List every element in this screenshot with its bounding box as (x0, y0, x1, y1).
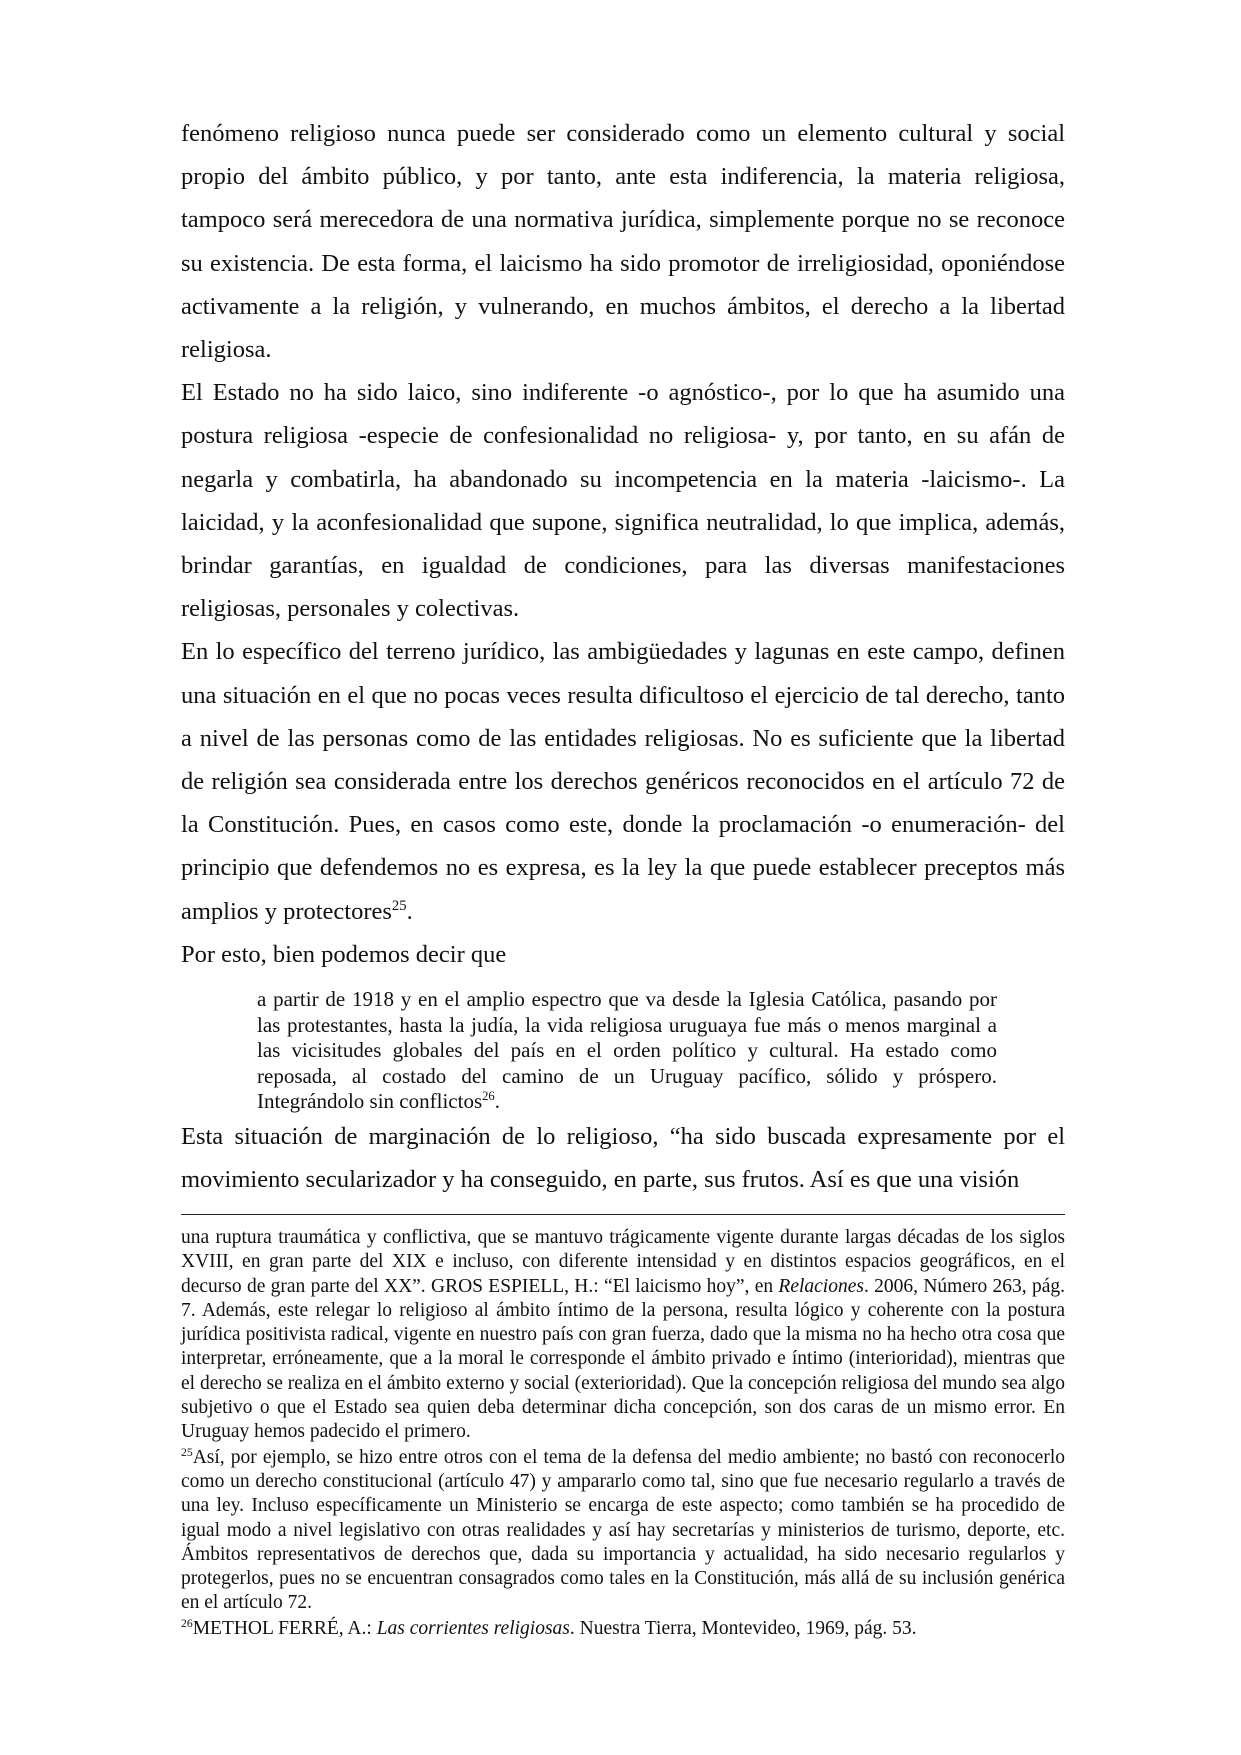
footnote-26 (181, 1617, 1065, 1641)
footnote-ref-26[interactable]: 26 (482, 1089, 495, 1104)
footnote-continued-italic: Relaciones (778, 1275, 864, 1297)
footnote-26-title: Las corrientes religiosas (376, 1617, 570, 1639)
footnote-26-number: 26 (181, 1616, 193, 1630)
paragraph-1-text: fenómeno religioso nunca puede ser considerado como un elemento cultural y social propio del ámbito público, y por tanto, ante esta indiferencia, la materia religiosa, tampoco será merecedora de una normativa jurídica, simplemente porque no se reconoce su existencia. De esta forma, el laicismo ha sido promotor de irreligiosidad, oponiéndose activamente a la religión, y vulnerando, en muchos ámbitos, el derecho a la libertad religiosa. (181, 120, 1065, 364)
paragraph-2 (181, 371, 1065, 630)
paragraph-5-text: Esta situación de marginación de lo religioso, “ha sido buscada expresamente por el movimiento secularizador y ha conseguido, en parte, sus frutos. Así es que una visión (181, 1122, 1065, 1193)
block-quote-text: a partir de 1918 y en el amplio espectro que va desde la Iglesia Católica, pasando por las protestantes, hasta la judía, la vida religiosa uruguaya fue más o menos marginal a las vicisitudes globales del país en el orden político y cultural. Ha estado como reposada, al costado del camino de un Uruguay pacífico, sólido y próspero. Integrándolo sin conflictos (257, 987, 997, 1114)
footnote-25-number: 25 (181, 1445, 193, 1459)
footnote-continued-text-b: . 2006, Número 263, pág. 7. Además, este relegar lo religioso al ámbito íntimo de la persona, resulta lógico y coherente con la postura jurídica positivista radical, vigente en nuestro país con gran fuerza, dado que la misma no ha hecho otra cosa que interpretar, erróneamente, que a la moral le corresponde el ámbito privado e íntimo (interioridad), mientras que el derecho se realiza en el ámbito externo y social (exterioridad). Que la concepción religiosa del mundo sea algo subjetivo o que el Estado sea quien deba determinar dicha concepción, son dos caras de un mismo error. En Uruguay hemos padecido el primero. (181, 1275, 1065, 1443)
footnote-25 (181, 1446, 1065, 1616)
body-text-continued (181, 1115, 1065, 1201)
paragraph-4 (181, 933, 1065, 976)
paragraph-3-end: . (406, 897, 413, 925)
paragraph-4-text: Por esto, bien podemos decir que (181, 940, 507, 968)
footnote-continued (181, 1226, 1065, 1445)
footnote-26-rest: . Nuestra Tierra, Montevideo, 1969, pág. 53. (569, 1617, 917, 1639)
document-page (181, 112, 1065, 1201)
footnote-25-text: Así, por ejemplo, se hizo entre otros con el tema de la defensa del medio ambiente; no bastó con reconocerlo como un derecho constitucional (artículo 47) y ampararlo como tal, sino que fue necesario regularlo a través de una ley. Incluso específicamente un Ministerio se encarga de este aspecto; como también se ha procedido de igual modo a nivel legislativo con otras realidades y así hay secretarías y ministerios de turismo, deporte, etc. Ámbitos representativos de derechos que, dada su importancia y actualidad, ha sido necesario regularlos y protegerlos, pues no se encuentran consagrados como tales en la Constitución, más allá de su inclusión genérica en el artículo 72. (181, 1446, 1065, 1614)
paragraph-3-text: En lo específico del terreno jurídico, las ambigüedades y lagunas en este campo, definen una situación en el que no pocas veces resulta dificultoso el ejercicio de tal derecho, tanto a nivel de las personas como de las entidades religiosas. No es suficiente que la libertad de religión sea considerada entre los derechos genéricos reconocidos en el artículo 72 de la Constitución. Pues, en casos como este, donde la proclamación -o enumeración- del principio que defendemos no es expresa, es la ley la que puede establecer preceptos más amplios y protectores (181, 638, 1065, 925)
footnote-ref-25[interactable]: 25 (391, 897, 407, 914)
body-text (181, 112, 1065, 976)
block-quote (257, 987, 997, 1115)
paragraph-1 (181, 112, 1065, 371)
footnote-continued-text-a: una ruptura traumática y conflictiva, que se mantuvo trágicamente vigente durante largas décadas de los siglos XVIII, en gran parte del XIX e incluso, con diferente intensidad y en distintos espacios geográficos, en el decurso de gran parte del XX”. GROS ESPIELL, H.: “El laicismo hoy”, en (181, 1227, 1065, 1297)
paragraph-5 (181, 1115, 1065, 1201)
footnote-26-author: METHOL FERRÉ, A.: (192, 1617, 377, 1639)
paragraph-3 (181, 630, 1065, 932)
footnote-separator (181, 1214, 1065, 1215)
block-quote-end: . (494, 1089, 500, 1114)
block-quote-paragraph (257, 987, 997, 1115)
footnotes-section (181, 1214, 1065, 1641)
paragraph-2-text: El Estado no ha sido laico, sino indiferente -o agnóstico-, por lo que ha asumido una postura religiosa -especie de confesionalidad no religiosa- y, por tanto, en su afán de negarla y combatirla, ha abandonado su incompetencia en la materia -laicismo-. La laicidad, y la aconfesionalidad que supone, significa neutralidad, lo que implica, además, brindar garantías, en igualdad de condiciones, para las diversas manifestaciones religiosas, personales y colectivas. (181, 379, 1065, 623)
